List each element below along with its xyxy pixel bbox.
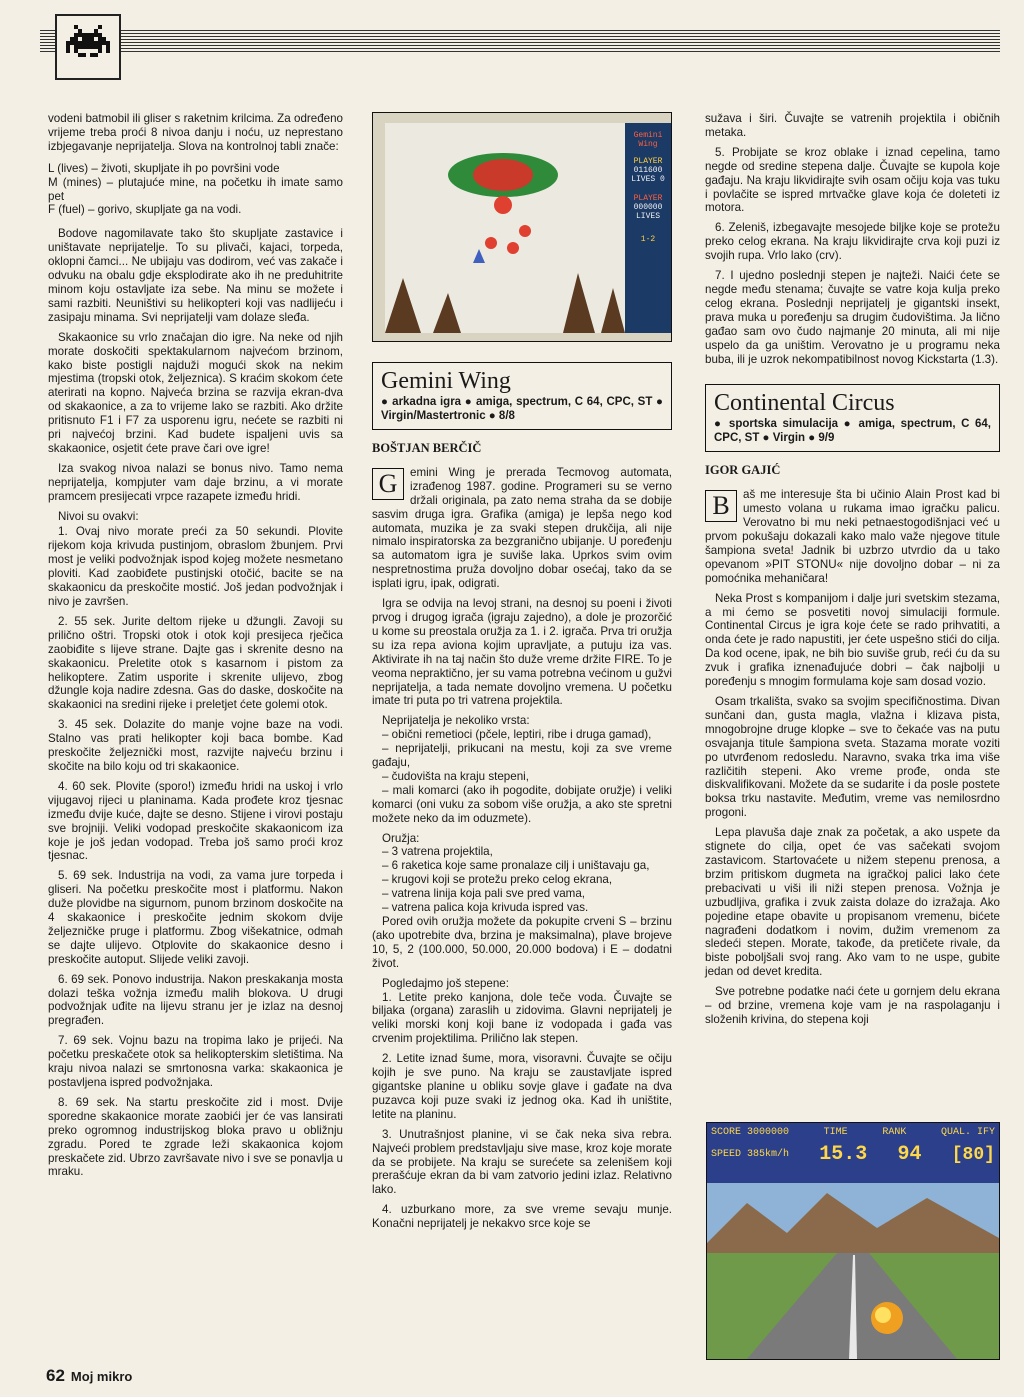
hud-qual: [80] [951,1144,995,1165]
paragraph: Iza svakog nivoa nalazi se bonus nivo. Tamo nema neprijatelja, kompjuter vam daje brzinu, a vi morate pramcem presijecati vrpce razapete između hridi. [48,461,343,503]
list-item: – krugovi koji se protežu preko celog ekrana, [382,873,613,887]
paragraph: 4. 60 sek. Plovite (sporo!) između hridi na uskoj i vrlo vijugavoj rijeci u planinama. Kada prođete kroz tjesnac između dvije kuće, dajte se desno. Stijene i virovi postaju sve brojniji. Veliki vodopad preskočite skakaonicom iza koje je još jedan vodopad. Treba još samo proći kroz tjesnac. [48,779,343,863]
race-hud [711,1127,995,1166]
paragraph: 4. uzburkano more, za sve vreme sevaju munje. Konačni neprijatelj je nekakvo srce koje se [372,1203,672,1231]
paragraph: Oružja: [382,831,420,845]
hud-time: 15.3 [819,1143,868,1166]
hud-title: Gemini [633,131,663,140]
paragraph: 2. Letite iznad šume, mora, visoravni. Čuvajte se očiju kojih je sve puno. Na kraju se zaustavljate ispred gigantske planine u obliku sovje glave i gađate na dva puzavca koji puze svaki iz jednog oka. Kad ih uništite, letite na planinu. [372,1052,672,1121]
paragraph: Osam trkališta, svako sa svojim specifičnostima. Divan sunčani dan, gusta magla, vlažna i klizava pista, mnogobrojne druge klopke – sve to čekaće vas na putu osvajanja titule šampiona sveta. Stazama morate voziti po utvrđenom redosledu. Naravno, svaka trka ima više različitih stepeni. Ako vreme prođe, onda ste diskvalifikovani. Možete da se sudarite i da posle postete boksa trku nastavite. Međutim, vreme vas nemilosrdno progoni. [705,695,1000,820]
continental-circus-screenshot [706,1122,1000,1360]
continental-subtitle: ● sportska simulacija ● amiga, spectrum, C 64, CPC, ST ● Virgin ● 9/9 [714,418,991,445]
paragraph: 7. I ujedno poslednji stepen je najteži. Naići ćete se negde među stenama; čuvajte se vatre koja kulja preko celog ekrana. Poslednji neprijatelj je gigantski insekt, prava muka u poređenju sa drugim čudovištima. Ja lično gađao sam ovo čudo najmanje 20 minuta, ali mi nije uspelo da ga uništim. Verovatno je u programu neka buba, ili je uzrok nekompatibilnost novog Kickstarta (1.3). [705,269,1000,366]
gemini-dropcap: G [372,468,404,500]
paragraph: Neka Prost s kompanijom i dalje juri svetskim stezama, a mi ćemo se posvetiti novoj simulaciji formule. Continental Circus je igra koje ćete se rado prihvatiti, a onda ćete je rado napustiti, jer ćete uspešno stići do cilja. Da kod ocene, ipak, ne bih bio suviše grub, reći ću da su zvuk i grafika iznenađujuće dobri – čak najbolji u poređenju s mnogim formulama koje sam dosad vozio. [705,591,1000,689]
gemini-hud [627,131,669,244]
invader-icon [66,25,110,69]
paragraph: sužava i širi. Čuvajte se vatrenih projektila i običnih metaka. [705,112,1000,139]
paragraph: 6. 69 sek. Ponovo industrija. Nakon preskakanja mosta dolazi teška vožnja između malih blokova. U drugi podvožnjak uđite na lijevu stranu jer je izlaz na desnoj pregrađen. [48,972,343,1028]
paragraph: 5. Probijate se kroz oblake i iznad cepelina, tamo negde od sredine stepena dalje. Čuvajte se kupola koje gađaju. Na kraju likvidirajte svih osam očiju koja vas tuku i povlačite se ispred mrtvačke glave koja će doleteti iz motora. [705,145,1000,215]
continental-title: Continental Circus [714,390,895,417]
hud-time-label: TIME [823,1127,848,1138]
list-item: – vatrena linija koja pali sve pred vama, [382,887,585,901]
hud-lives1: LIVES 0 [631,175,665,184]
continental-author: IGOR GAJIĆ [705,463,781,478]
legend-lives: L (lives) – životi, skupljate ih po površini vode [48,161,280,175]
column-middle [372,112,672,1237]
header-rule [40,30,1000,52]
paragraph: Lepa plavuša daje znak za početak, a ako uspete da stignete do cilja, opet će vas sačekati svojom zastavicom. Startovaćete u nižem stepenu prenosa, a brzim pritiskom dugmeta na igračkoj palici lako ćete prebacivati u viši ili niži stepen prenosa. Vožnja je uzbudljiva, grafika i zvuk zaista dolaze do izražaja. Ako pojedine etape obavite u propisanom vremenu, bićete nagrađeni dodatkom i novim, dužim vremenom za sledeći stepen. Morate, takođe, da pretičete rivale, da biste poboljšali svoj rang. Ako vam to ne uspe, gubite jedan od devet kredita. [705,826,1000,979]
paragraph: aš me interesuje šta bi učinio Alain Prost kad bi umesto volana u rukama imao igračku palicu. Verovatno bi mu neki petnaestogodišnjaci već u prvom pokušaju dokazali kako malo važe njegove titule šampiona sveta! Jadnik bi uzbrzo utvrdio da u tako opevanom »PIT STONU« nije dovoljno dobar – ni za pomoćnika mehaničara! [705,488,1000,585]
paragraph: Sve potrebne podatke naći ćete u gornjem delu ekrana – od brzine, vremena koje vam je na raspolaganju i složenih krivina, do stepena koji [705,985,1000,1026]
page-footer [46,1366,132,1386]
hud-title: Wing [638,140,658,149]
list-item: – 6 raketica koje same pronalaze cilj i uništavaju ga, [382,859,650,873]
paragraph: Skakaonice su vrlo značajan dio igre. Na neke od njih morate doskočiti spektakularnom najvećom brzinom, kako biste postigli najduži mogući skok na nekim mjestima (tropski otok, željeznica). S kraćim skokom ćete aterirati na kopno. Najveća brzina se razvija ekran-dva od skakaonice, a za to vrijeme lako se razbiti. Ako držite pritisnuto F1 i F7 za usporenu igru, nećete se razbiti ni pri najvećoj brzini. Kad budete ispaljeni uvis sa skakaonice, osjetit ćete prave čari ove igre! [48,330,343,455]
gemini-subtitle: ● arkadna igra ● amiga, spectrum, C 64, CPC, ST ● Virgin/Mastertronic ● 8/8 [381,396,663,422]
hud-weapons: 1-2 [640,235,656,244]
page-number: 62 [46,1366,65,1385]
space-invader-logo-icon [55,14,121,80]
legend-fuel: F (fuel) – gorivo, skupljate ga na vodi. [48,203,242,217]
paragraph: emini Wing je prerada Tecmovog automata, izrađenog 1987. godine. Programeri su se verno držali originala, pa zato nema straha da se dobije sasvim druga igra. Grafika (amiga) je lepša nego kod automata, muzika je za svaki stepen drukčija, ali nije nimalo inspiratorska za bezgranično ubijanje. U poređenju sa automatom igra je suviše laka. Uprkos svim ovim nespretnostima pruža dovoljno dobar osećaj, tako da se isplati igru, ipak, odigrati. [372,465,672,591]
list-item: – mali komarci (ako ih pogodite, dobijate oružje) i veliki komarci (oni vuku za sobom više oružja, a ako ste spretni možete neko da im oduzmete). [372,783,672,825]
paragraph: Neprijatelja je nekoliko vrsta: [382,714,530,728]
paragraph: Pogledajmo još stepene: [382,976,509,990]
hud-score: SCORE 3000000 [711,1127,790,1138]
hud-score1: 011600 [633,166,663,175]
continental-dropcap: B [705,490,737,522]
paragraph: Igra se odvija na levoj strani, na desnoj su poeni i životi prvog i drugog igrača (igraju zajedno), a dole je prozorčić u kome su preostala oružja za 1. i 2. igrača. Prva tri oružja su iza repa aviona kojim upravljate, a putuju iza vas. Aktivirate ih na taj način što duže vreme držite FIRE. To je veoma nepraktično, jer su vama potrebna većinom u gužvi neprijatelja, a tada nemate dovoljno vremena. U početku imate tri puta po tri vatrena projektila. [372,597,672,708]
list-item: – obični remetioci (pčele, leptiri, ribe i druga gamad), [382,728,652,742]
hud-player2: PLAYER [633,194,663,203]
magazine-name: Moj mikro [70,1369,133,1384]
paragraph: 5. 69 sek. Industrija na vodi, za vama jure torpeda i gliseri. Na početku preskočite most i platformu. Nakon duže plovidbe na sigurnom, punom brzinom doskočite na 4 skakaonice i preskočite jednim skokom dvije željezničke pruge i platformu. Zbog višekatnice, odmah se dajte ulijevo. Otplovite do skakaonice desno i preskočite autoput. Slijede veliki zavoji. [48,869,343,966]
paragraph: 1. Letite preko kanjona, dole teče voda. Čuvajte se biljaka (organa) zaraslih u zidovima. Glavni neprijatelj je veliki morski konj koji bane iz vodopada i gađa vas crvenim projektilima. Prilično lak stepen. [372,990,672,1046]
list-item: – neprijatelji, prikucani na mestu, koji za sve vreme gađaju, [372,742,672,770]
paragraph: 2. 55 sek. Jurite deltom rijeke u džungli. Zavoji su prilično oštri. Tropski otok i otok koji presijeca rječica zaobiđite s lijeve strane. Dajte gas i skrenite desno na skakaonicu. Preletite otok s kasarnom i pistom za helikoptere. Zatim usporite i skrenite ulijevo, zbog džungle koja nadire zdesna. Gas do daske, doskočite na skakaonici na sredini rijeke i preletjet ćete golemi otok. [48,614,343,712]
hud-score2: 000000 [633,203,663,212]
hud-speed: SPEED 385km/h [711,1149,790,1160]
paragraph: 8. 69 sek. Na startu preskočite zid i most. Dvije sporedne skakaonice morate zaobići jer će vas lansirati preko ogromnog industrijskog bloka pravo u obližnju zgradu. Pored te zgrade leži skakaonica kojom preskačete zid. Ubrzo završavate nivo i sve se ponavlja u mraku. [48,1095,343,1179]
list-item: – 3 vatrena projektila, [382,845,493,859]
paragraph: 3. Unutrašnjost planine, vi se čak neka siva rebra. Najveći problem predstavljaju sive mase, kroz koje morate da se probijete. Na kraju se surećete sa zelenišem koji prerašćuje ekran da bi vam zatvorio jedini izlaz. Relativno lako. [372,1127,672,1197]
paragraph: 3. 45 sek. Dolazite do manje vojne baze na vodi. Stalno vas prati helikopter koji baca bombe. Kad preskočite željeznički most, razvijte najveću brzinu i skočite na bilo koju od tri skakaonice. [48,718,343,773]
list-item: – čudovišta na kraju stepeni, [382,769,529,783]
paragraph: Nivoi su ovakvi: [58,509,139,523]
paragraph: Bodove nagomilavate tako što skupljate zastavice i uništavate neprijatelje. To su plivači, kajaci, torpeda, oklopni čamci... Ne ubijaju vas dodirom, već vas zakače i odvuku na obalu gdje eksplodirate ako ih ne preduhitrite minom koju ostavljate iza sebe. Na minu se možete i sami razbiti. Neuništivi su helikopteri koji vas nadlijeću i zasipaju minama. Svi neprijatelji vam dolaze sleđa. [48,227,343,324]
legend-mines: M (mines) – plutajuće mine, na početku ih imate samo pet [48,175,343,203]
paragraph: Pored ovih oružja možete da pokupite crveni S – brzinu (ako upotrebite dva, brzina je maksimalna), plave brojeve 10, 5, 2 (100.000, 50.000, 20.000 bodova) i E – dodatni život. [372,915,672,970]
gemini-title: Gemini Wing [381,368,511,394]
paragraph: 7. 69 sek. Vojnu bazu na tropima lako je prijeći. Na početku preskačete otok sa helikopterskim sletištima. Na kraju nivoa nalazi se smrtonosna varka: skakaonica je postavljena ispred podvožnjaka. [48,1034,343,1089]
paragraph: 6. Zeleniš, izbegavajte mesojede biljke koje se protežu preko celog ekrana. Na kraju likvidirajte crva koji puzi iz svojih rupa. Vrlo lako (crv). [705,221,1000,263]
hud-qual-label: QUAL. IFY [940,1127,995,1138]
hud-rank-label: RANK [882,1127,907,1138]
paragraph: vodeni batmobil ili gliser s raketnim krilcima. Za određeno vrijeme treba proći 8 nivoa danju i noću, uz neprestano izbjegavanje neprijatelja. Slova na kontrolnoj tabli znače: [48,112,343,153]
hud-lives2: LIVES [635,212,660,221]
gemini-wing-screenshot [372,112,672,342]
paragraph: 1. Ovaj nivo morate preći za 50 sekundi. Plovite rijekom koja krivuda pustinjom, obraslom žbunjem. Prvi most je veliki podvožnjak ispod kojeg možete nesmetano ploviti. Kad zaobiđete pustinjski otočić, bacite se na skakaonicu da preskočite mostić. Još jedan podvožnjak i nivo je završen. [48,525,343,608]
gemini-author: BOŠTJAN BERČIČ [372,441,482,455]
hud-rank: 94 [897,1143,922,1166]
gemini-title-box [372,362,672,430]
continental-title-box [705,384,1000,452]
list-item: – vatrena palica koja krivuda ispred vas. [382,901,589,915]
column-left [48,112,343,1185]
column-right [705,112,1000,1033]
hud-player1: PLAYER [633,157,663,166]
